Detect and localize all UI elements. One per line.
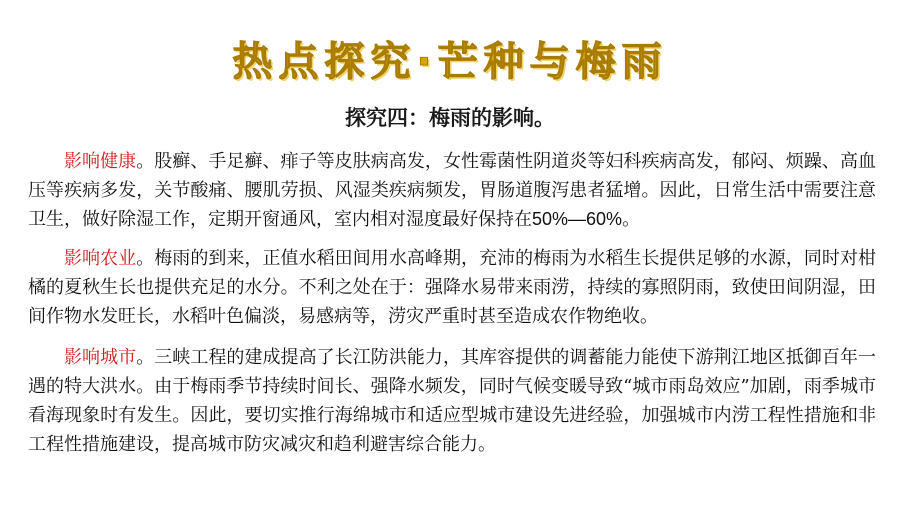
heading-city: 影响城市 xyxy=(64,347,137,368)
text-city: 。三峡工程的建成提高了长江防洪能力，其库容提供的调蓄能力能使下游荆江地区抵御百年一遇的特大洪水。由于梅雨季节持续时间长、强降水频发，同时气候变暖导致“城市雨岛效应”加剧，雨季城市看海现象时有发生。因此，要切实推行海绵城市和适应型城市建设先进经验，加强城市内涝工程性措施和非工程性措施建设，提高城市防灾减灾和趋利避害综合能力。 xyxy=(28,347,877,455)
slide-title: 热点探究·芒种与梅雨 xyxy=(232,39,668,85)
heading-agriculture: 影响农业 xyxy=(64,248,137,269)
paragraph-health xyxy=(28,147,876,234)
paragraph-city xyxy=(28,343,876,459)
text-agriculture: 。梅雨的到来，正值水稻田间用水高峰期，充沛的梅雨为水稻生长提供足够的水源，同时对柑橘的夏秋生长也提供充足的水分。不利之处在于：强降水易带来雨涝，持续的寡照阴雨，致使田间阴湿，田间作物水发旺长，水稻叶色偏淡，易感病等，涝灾严重时甚至造成农作物绝收。 xyxy=(28,248,877,327)
text-health: 。股癣、手足癣、痱子等皮肤病高发，女性霉菌性阴道炎等妇科疾病高发，郁闷、烦躁、高血压等疾病多发，关节酸痛、腰肌劳损、风湿类疾病频发，胃肠道腹泻患者猛增。因此，日常生活中需要注意卫生，做好除湿工作，定期开窗通风，室内相对湿度最好保持在 xyxy=(28,151,877,230)
humidity-range: 50%—60% xyxy=(532,209,623,229)
heading-health: 影响健康 xyxy=(64,151,137,172)
slide-subtitle: 探究四：梅雨的影响。 xyxy=(345,106,555,130)
text-health-tail: 。 xyxy=(622,209,641,230)
paragraph-agriculture xyxy=(28,244,876,331)
